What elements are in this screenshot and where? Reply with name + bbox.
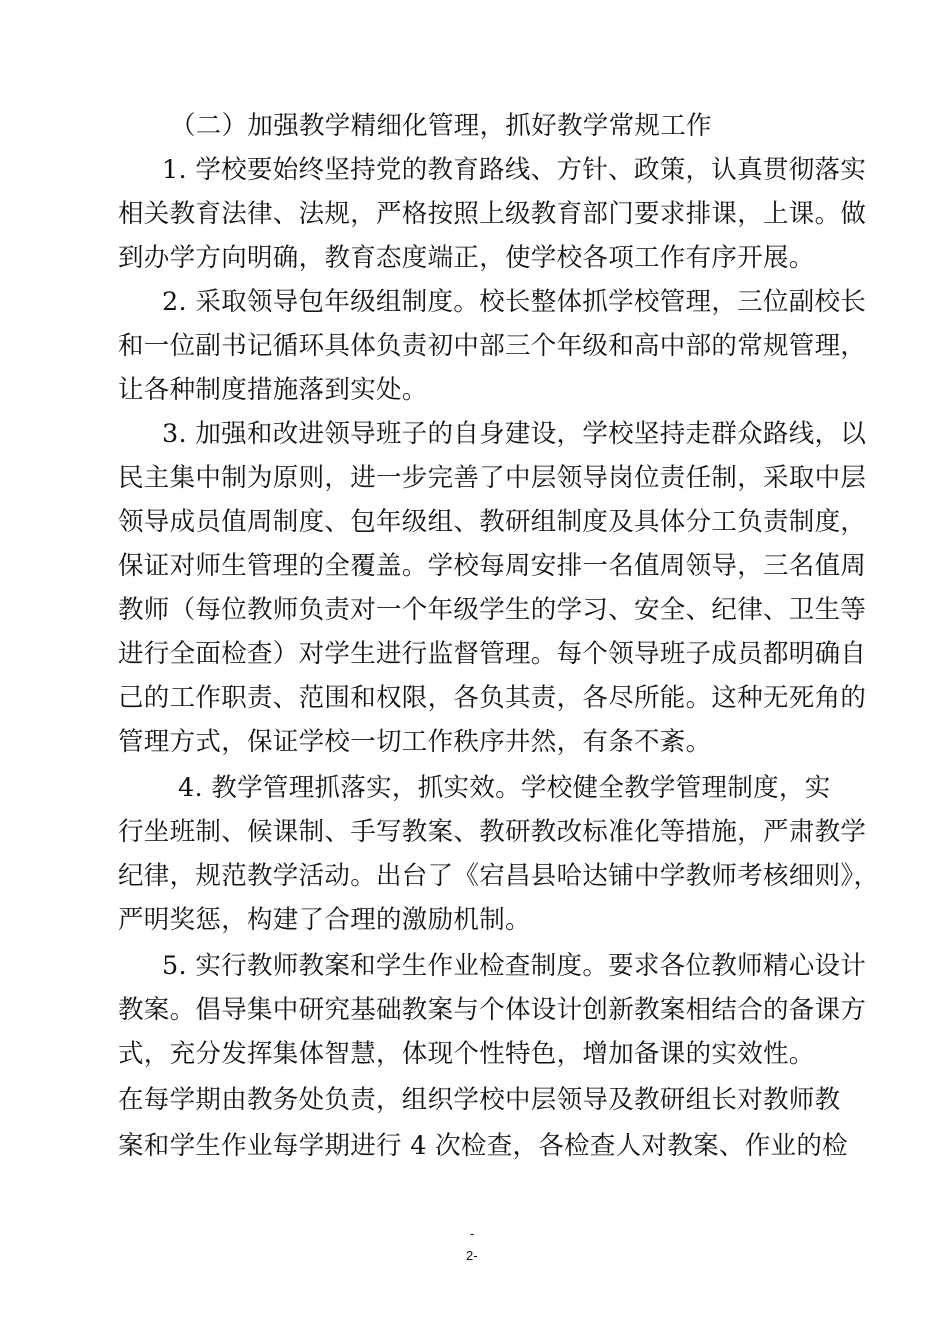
body-line: 己的工作职责、范围和权限，各负其责，各尽所能。这种无死角的 — [118, 683, 867, 713]
section-heading: （二）加强教学精细化管理，抓好教学常规工作 — [170, 111, 712, 141]
body-line: 和一位副书记循环具体负责初中部三个年级和高中部的常规管理， — [118, 331, 867, 361]
footer-dash: - — [470, 1226, 475, 1241]
body-line: 案和学生作业每学期进行 4 次检查，各检查人对教案、作业的检 — [118, 1131, 848, 1161]
body-line: 在每学期由教务处负责，组织学校中层领导及教研组长对教师教 — [118, 1085, 841, 1115]
body-line: 3. 加强和改进领导班子的自身建设，学校坚持走群众路线，以 — [162, 419, 867, 449]
body-line: 教案。倡导集中研究基础教案与个体设计创新教案相结合的备课方 — [118, 995, 867, 1025]
body-line: 式，充分发挥集体智慧，体现个性特色，增加备课的实效性。 — [118, 1039, 815, 1069]
body-line: 4. 教学管理抓落实，抓实效。学校健全教学管理制度，实 — [178, 773, 831, 803]
body-line: 1. 学校要始终坚持党的教育路线、方针、政策，认真贯彻落实 — [162, 155, 867, 185]
body-line: 2. 采取领导包年级组制度。校长整体抓学校管理，三位副校长 — [162, 287, 867, 317]
body-line: 进行全面检查）对学生进行监督管理。每个领导班子成员都明确自 — [118, 639, 867, 669]
body-line: 民主集中制为原则，进一步完善了中层领导岗位责任制，采取中层 — [118, 463, 867, 493]
body-line: 相关教育法律、法规，严格按照上级教育部门要求排课，上课。做 — [118, 199, 867, 229]
body-line: 保证对师生管理的全覆盖。学校每周安排一名值周领导，三名值周 — [118, 551, 867, 581]
page-number: 2- — [466, 1248, 478, 1263]
body-line: 教师（每位教师负责对一个年级学生的学习、安全、纪律、卫生等 — [118, 595, 867, 625]
body-line: 行坐班制、候课制、手写教案、教研教改标准化等措施，严肃教学 — [118, 817, 867, 847]
body-line: 严明奖惩，构建了合理的激励机制。 — [118, 905, 531, 935]
body-line: 管理方式，保证学校一切工作秩序井然，有条不紊。 — [118, 727, 712, 757]
body-line: 让各种制度措施落到实处。 — [118, 375, 428, 405]
body-line: 5. 实行教师教案和学生作业检查制度。要求各位教师精心设计 — [162, 951, 867, 981]
body-line: 到办学方向明确，教育态度端正，使学校各项工作有序开展。 — [118, 243, 815, 273]
body-line: 纪律，规范教学活动。出台了《宕昌县哈达铺中学教师考核细则》， — [118, 861, 880, 891]
body-line: 领导成员值周制度、包年级组、教研组制度及具体分工负责制度， — [118, 507, 867, 537]
